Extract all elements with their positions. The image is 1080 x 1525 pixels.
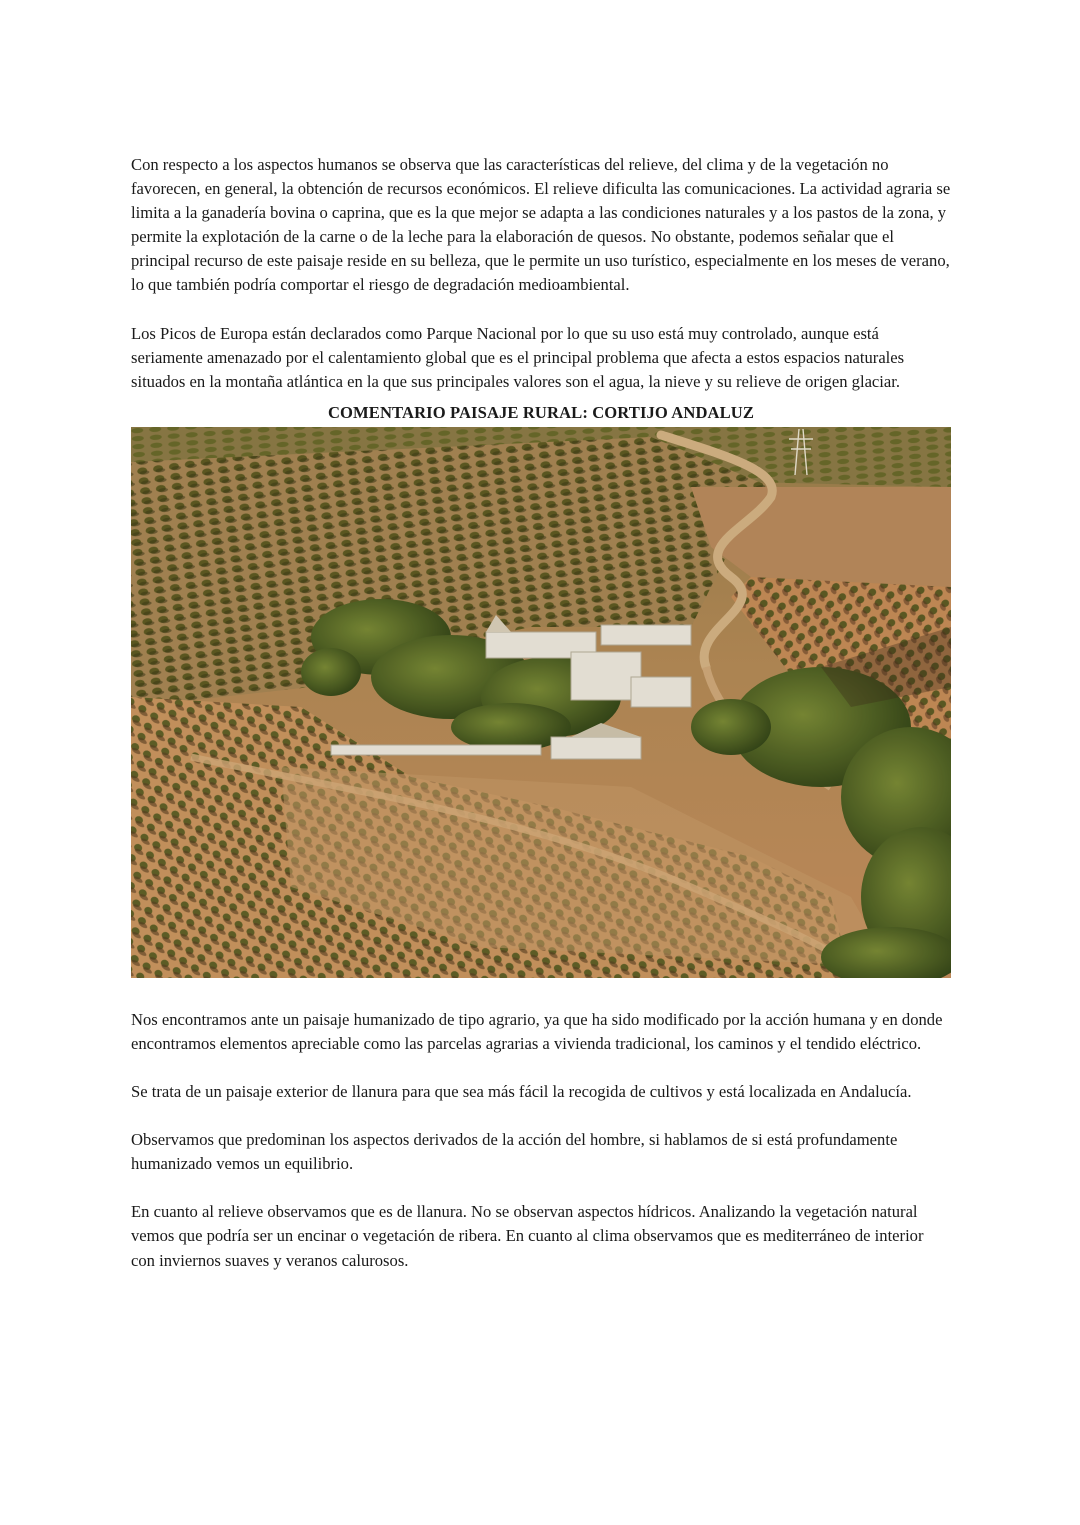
paragraph-relief-climate: En cuanto al relieve observamos que es de llanura. No se observan aspectos hídricos. Analizando la vegetación natural vemos que podría ser un encinar o vegetación de ribera. En cuanto al clima observamos que es mediterráneo de interior con inviernos suaves y veranos calurosos.: [131, 1202, 924, 1270]
section-title: COMENTARIO PAISAJE RURAL: CORTIJO ANDALUZ: [327, 402, 755, 422]
aerial-photo-cortijo: [131, 427, 951, 978]
paragraph-human-action: Observamos que predominan los aspectos derivados de la acción del hombre, si hablamos de si está profundamente humanizado vemos un equilibrio.: [131, 1130, 898, 1174]
paragraph-human-aspects: Con respecto a los aspectos humanos se observa que las características del relieve, del clima y de la vegetación no favorecen, en general, la obtención de recursos económicos. El relieve dificulta las comunicaciones. La actividad agraria se limita a la ganadería bovina o caprina, que es la que mejor se adapta a las condiciones naturales y a los pastos de la zona, y permite la explotación de la carne o de la leche para la elaboración de quesos. No obstante, podemos señalar que el principal recurso de este paisaje reside en su belleza, que le permite un uso turístico, especialmente en los meses de verano, lo que también podría comportar el riesgo de degradación medioambiental.: [131, 155, 951, 295]
paragraph-humanized-landscape: Nos encontramos ante un paisaje humanizado de tipo agrario, ya que ha sido modificado por la acción humana y en donde encontramos elementos apreciable como las parcelas agrarias a vivienda tradicional, los caminos y el tendido eléctrico.: [131, 1009, 943, 1053]
paragraph-picos-de-europa: Los Picos de Europa están declarados como Parque Nacional por lo que su uso está muy controlado, aunque está seriamente amenazado por el calentamiento global que es el principal problema que afecta a estos espacios naturales situados en la montaña atlántica en la que sus principales valores son el agua, la nieve y su relieve de origen glaciar.: [131, 323, 905, 391]
paragraph-plain-location: Se trata de un paisaje exterior de llanura para que sea más fácil la recogida de cultivos y está localizada en Andalucía.: [131, 1082, 912, 1102]
document-page: [131, 153, 951, 1273]
